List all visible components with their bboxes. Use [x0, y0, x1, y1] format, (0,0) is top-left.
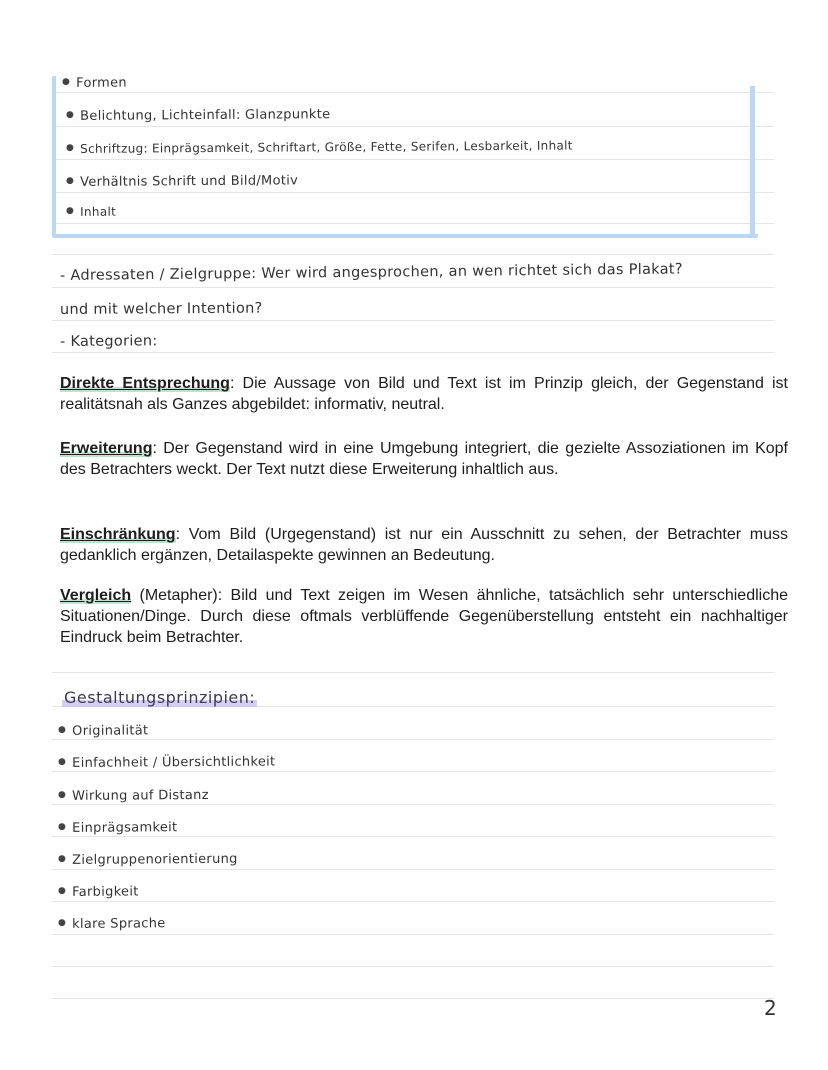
list-item: ● Inhalt: [65, 204, 117, 219]
category-term: Einschränkung: [60, 526, 176, 543]
list-item: ● Farbigkeit: [57, 884, 139, 900]
note-intention: und mit welcher Intention?: [59, 300, 263, 318]
list-item: ● Schriftzug: Einprägsamkeit, Schriftart, Größe, Fette, Serifen, Lesbarkeit, Inhalt: [65, 138, 573, 156]
highlight-box: [52, 76, 758, 238]
principles-heading: Gestaltungsprinzipien:: [64, 688, 256, 707]
category-text: : Die Aussage von Bild und Text ist im Prinzip gleich, der Gegenstand ist realitätsnah als Ganzes abgebildet: informativ, neutral.: [60, 375, 788, 413]
category-term: Vergleich: [60, 587, 132, 604]
category-term: Erweiterung: [60, 440, 153, 457]
note-target-group: - Adressaten / Zielgruppe: Wer wird angesprochen, an wen richtet sich das Plakat?: [59, 261, 683, 284]
list-item: ● klare Sprache: [57, 916, 166, 932]
category-text: (Metapher): Bild und Text zeigen im Wesen ähnliche, tatsächlich sehr unterschiedliche Situationen/Dinge. Durch diese oftmals verblüffende Gegenüberstellung entsteht ein nachhaltiger Eindruck beim Betrachter.: [60, 587, 788, 646]
list-item: ● Einprägsamkeit: [57, 820, 178, 836]
highlight-box-edge: [750, 86, 755, 236]
list-item: ● Wirkung auf Distanz: [57, 787, 209, 804]
list-item: ● Belichtung, Lichteinfall: Glanzpunkte: [65, 107, 331, 124]
note-categories: - Kategorien:: [59, 333, 158, 350]
list-item: ● Formen: [61, 75, 128, 91]
category-text: : Der Gegenstand wird in eine Umgebung integriert, die gezielte Assoziationen im Kopf des Betrachters weckt. Der Text nutzt diese Erweiterung inhaltlich aus.: [60, 440, 788, 478]
page-number: 2: [764, 996, 777, 1020]
category-restriction: [60, 524, 788, 566]
list-item: ● Originalität: [57, 723, 149, 739]
category-text: : Vom Bild (Urgegenstand) ist nur ein Ausschnitt zu sehen, der Betrachter muss gedanklich ergänzen, Detailaspekte gewinnen an Bedeutung.: [60, 526, 788, 564]
category-direct: [60, 373, 788, 415]
list-item: ● Verhältnis Schrift und Bild/Motiv: [65, 173, 299, 190]
category-term: Direkte Entsprechung: [60, 375, 230, 392]
list-item: ● Zielgruppenorientierung: [57, 851, 238, 868]
category-extension: [60, 438, 788, 480]
category-comparison: [60, 585, 788, 648]
list-item: ● Einfachheit / Übersichtlichkeit: [57, 754, 276, 771]
